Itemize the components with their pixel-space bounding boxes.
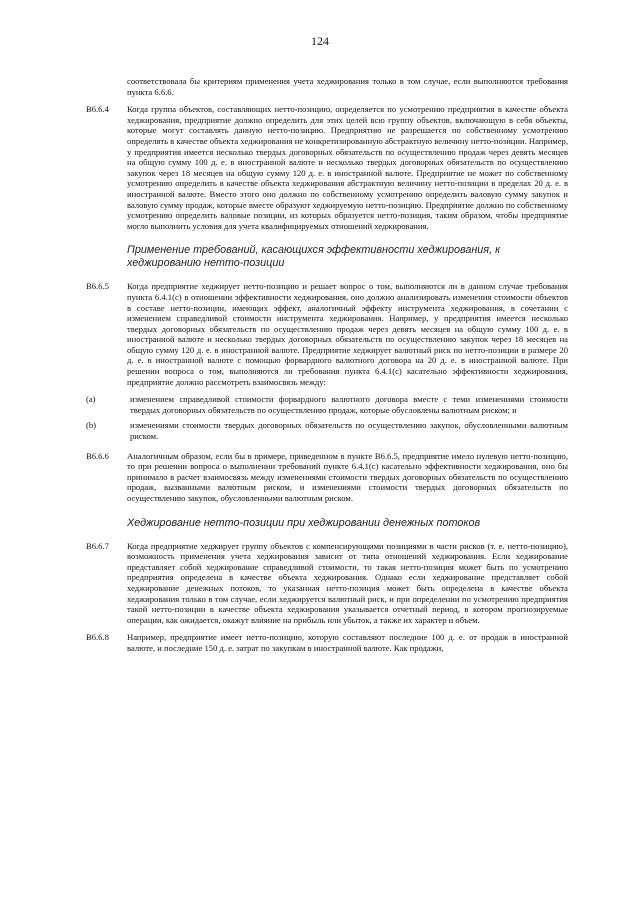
paragraph-b6-6-8 — [86, 632, 568, 653]
section-heading-effectiveness: Применение требований, касающихся эффективности хеджирования, к хеджированию нетто-позиции — [127, 244, 501, 270]
paragraph-number: B6.6.8 — [86, 632, 109, 643]
paragraph-number: B6.6.5 — [86, 281, 109, 292]
paragraph-text: Когда группа объектов, составляющих нетто-позицию, определяется по усмотрению предприятия в качестве объекта хеджирования, предприятие должно определить для этих целей всю группу объектов, включающую в себя объекты, которые могут составлять данную нетто-позицию. Предприятию не разрешается по собственному усмотрению определять в качестве объекта хеджирования не конкретизированную абстрактную величину нетто-позиции. Например, у предприятия имеется несколько твердых договорных обязательств по осуществлению продаж через девять месяцев на общую сумму 100 д. е. в иностранной валюте и несколько твердых договорных обязательств по осуществлению закупок через 18 месяцев на общую сумму 120 д. е. в иностранной валюте. Предприятие не может по собственному усмотрению определить в качестве объекта хеджирования абстрактную величину нетто-позиции в пределах 20 д. е. в иностранной валюте. Вместо этого оно должно по собственному усмотрению определить валовую сумму закупок и валовую сумму продаж, которые вместе образуют хеджируемую нетто-позицию. Предприятие должно по собственному усмотрению определить валовые позиции, из которых образуется нетто-позиция, таким образом, чтобы предприятие могло выполнить условия для учета квалифицируемых отношений хеджирования. — [127, 104, 568, 231]
paragraph-b6-6-6 — [86, 451, 568, 504]
page-number: 124 — [311, 34, 329, 48]
list-item-b — [86, 420, 568, 441]
paragraph-text: Когда предприятие хеджирует группу объектов с компенсирующими позициями в части рисков (т. е. нетто-позицию), возможность применения учета хеджирования зависит от типа отношений хеджирования. Если хеджирование представляет собой хеджирование справедливой стоимости, то такая нетто-позиция может быть по усмотрению предприятия определена в качестве объекта хеджирования. Однако если хеджирование представляет собой хеджирование денежных потоков, то указанная нетто-позиция может быть определена в качестве объекта хеджирования только в том случае, если хеджируется валютный риск, и при определении по усмотрению предприятия такой нетто-позиции в качестве объекта хеджирования указывается отчетный период, в котором прогнозируемые операции, как ожидается, окажут влияние на прибыль или убыток, а также их характер и объем. — [127, 540, 568, 625]
paragraph-number: B6.6.4 — [86, 104, 109, 115]
page-content — [86, 76, 568, 661]
paragraph-b6-6-5 — [86, 281, 568, 387]
list-item-label: (a) — [86, 394, 96, 405]
list-item-text: изменениями стоимости твердых договорных обязательств по осуществлению закупок, обусловленными валютным риском. — [130, 420, 568, 442]
list-item-label: (b) — [86, 420, 97, 431]
paragraph-text: Например, предприятие имеет нетто-позицию, которую составляют последние 100 д. е. от продаж в иностранной валюте, и последние 150 д. е. затрат по закупкам в иностранной валюте. Как продажи, — [127, 632, 568, 653]
paragraph-number: B6.6.7 — [86, 540, 109, 551]
paragraph-text: Когда предприятие хеджирует нетто-позицию и решает вопрос о том, выполняются ли в данном случае требования пункта 6.4.1(c) в отношении эффективности хеджирования, оно должно анализировать изменения стоимости объектов в составе нетто-позиции, имеющих эффект, аналогичный эффекту инструмента хеджирования, в сочетании с изменением справедливой стоимости инструмента хеджирования. Например, у предприятия имеется несколько твердых договорных обязательств по осуществлению продаж через девять месяцев на общую сумму 100 д. е. в иностранной валюте и несколько твердых договорных обязательств по осуществлению закупок через 18 месяцев на общую сумму 120 д. е. в иностранной валюте. Предприятие хеджирует валютный риск по нетто-позиции в размере 20 д. е. в иностранной валюте с помощью форвардного валютного договора на 20 д. е. в иностранной валюте. При решении вопроса о том, выполняются ли требования пункта 6.4.1(c) касательно эффективности хеджирования, предприятие должно рассмотреть взаимосвязь между: — [127, 281, 568, 387]
paragraph-b6-6-4 — [86, 104, 568, 231]
paragraph-number: B6.6.6 — [86, 450, 109, 461]
paragraph-text: Аналогичным образом, если бы в примере, приведенном в пункте B6.6.5, предприятие имело нулевую нетто-позицию, то при решении вопроса о выполнении требований пункте 6.4.1(c) касательно эффективности хеджирования, оно бы принимало в расчет взаимосвязь между изменениями стоимости твердых договорных обязательств по осуществлению продаж, вызванными валютным риском, и изменениями стоимости твердых договорных обязательств по осуществлению закупок, обусловленными валютным риском. — [127, 450, 568, 503]
section-heading-cash-flow: Хеджирование нетто-позиции при хеджировании денежных потоков — [127, 516, 481, 529]
continuation-text: соответствовала бы критериям применения учета хеджирования только в том случае, если выполняются требования пункта 6.6.6. — [127, 76, 568, 97]
list-item-a — [86, 394, 568, 415]
list-item-text: изменением справедливой стоимости форвардного валютного договора вместе с теми изменениями стоимости твердых договорных обязательств по осуществлению продаж, которые обусловлены валютным риском; и — [130, 394, 568, 415]
paragraph-b6-6-7 — [86, 541, 568, 626]
